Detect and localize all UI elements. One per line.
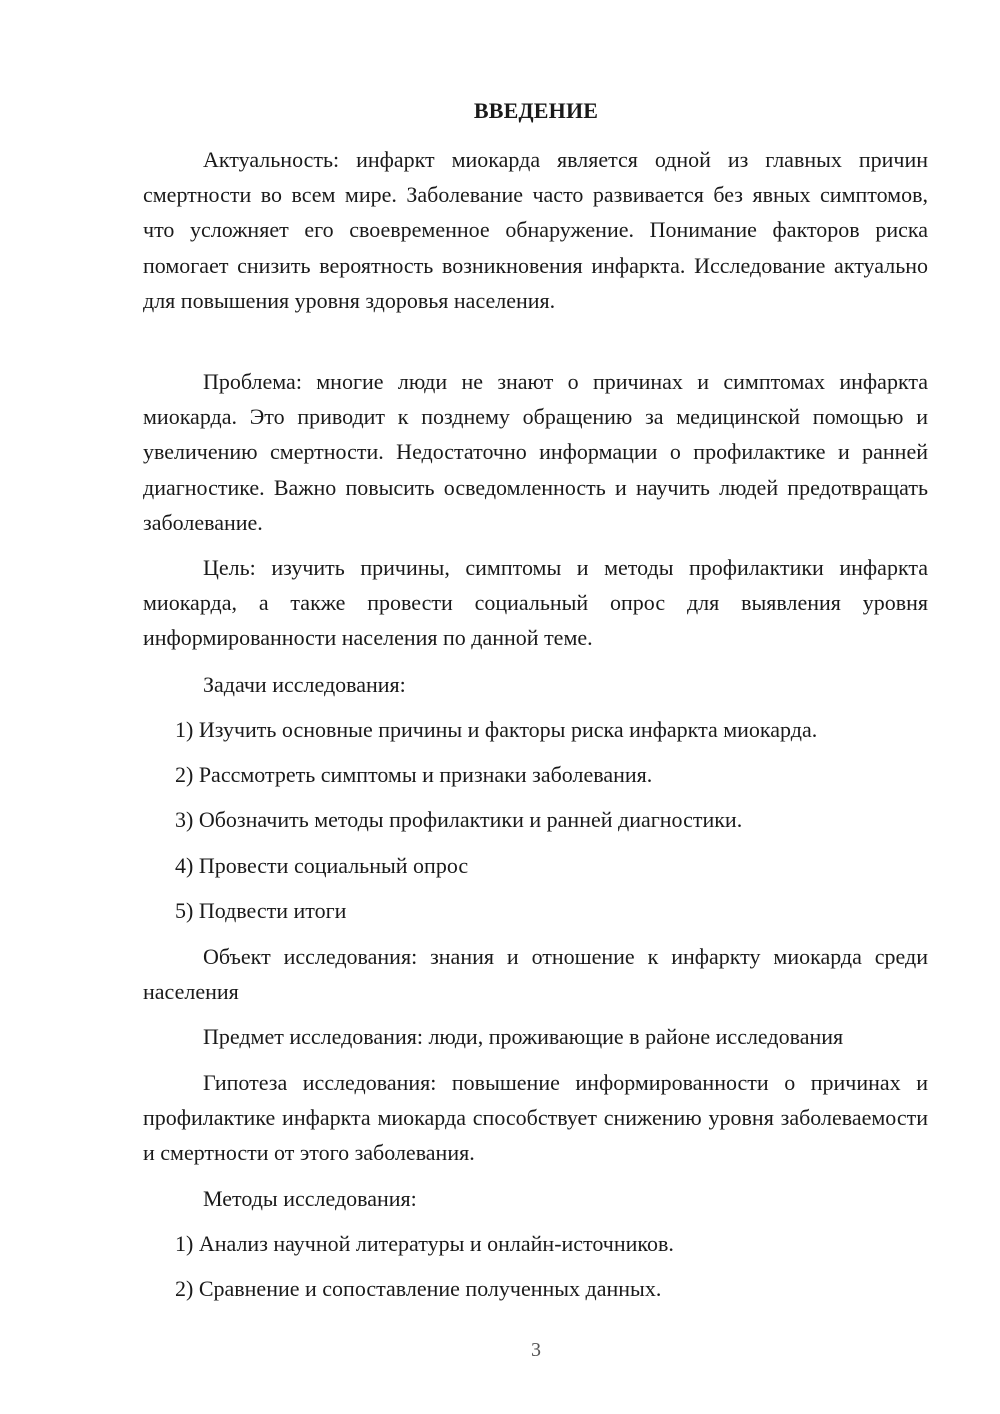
hypothesis-block <box>143 1065 928 1171</box>
relevance-paragraph: Актуальность: инфаркт миокарда является одной из главных причин смертности во всем мире. Заболевание часто развивается без явных симптомов, что усложняет его своевременное обнаружение. Понимание факторов риска помогает снизить вероятность возникновения инфаркта. Исследование актуально для повышения уровня здоровья населения. <box>143 147 928 313</box>
list-item: 1) Анализ научной литературы и онлайн-источников. <box>175 1231 674 1256</box>
list-item: 5) Подвести итоги <box>175 898 347 923</box>
subject-paragraph: Предмет исследования: люди, проживающие в районе исследования <box>203 1024 844 1049</box>
list-item: 4) Провести социальный опрос <box>175 853 469 878</box>
problem-paragraph: Проблема: многие люди не знают о причинах и симптомах инфаркта миокарда. Это приводит к позднему обращению за медицинской помощью и увеличению смертности. Недостаточно информации о профилактике и ранней диагностике. Важно повысить осведомленность и научить людей предотвращать заболевание. <box>143 369 928 535</box>
methods-list <box>143 1226 928 1261</box>
tasks-list-3 <box>143 802 928 837</box>
goal-paragraph: Цель: изучить причины, симптомы и методы профилактики инфаркта миокарда, а также провести социальный опрос для выявления уровня информированности населения по данной теме. <box>143 555 928 651</box>
goal-block <box>143 550 928 656</box>
object-paragraph: Объект исследования: знания и отношение к инфаркту миокарда среди населения <box>143 944 928 1005</box>
methods-title: Методы исследования: <box>203 1186 417 1211</box>
tasks-list-5 <box>143 893 928 928</box>
methods-title-block <box>143 1181 928 1216</box>
tasks-title: Задачи исследования: <box>203 672 406 697</box>
methods-list-2 <box>143 1271 928 1306</box>
object-block <box>143 939 928 1009</box>
hypothesis-paragraph: Гипотеза исследования: повышение информированности о причинах и профилактике инфаркта миокарда способствует снижению уровня заболеваемости и смертности от этого заболевания. <box>143 1070 928 1166</box>
list-item: 2) Сравнение и сопоставление полученных данных. <box>175 1276 662 1301</box>
problem-block <box>143 364 928 540</box>
list-item: 2) Рассмотреть симптомы и признаки заболевания. <box>175 762 653 787</box>
list-item: 3) Обозначить методы профилактики и ранней диагностики. <box>175 807 743 832</box>
list-item: 1) Изучить основные причины и факторы риска инфаркта миокарда. <box>175 717 818 742</box>
tasks-list <box>143 712 928 747</box>
tasks-list-4 <box>143 848 928 883</box>
page-number: 3 <box>531 1339 541 1361</box>
tasks-title-block <box>143 667 928 702</box>
tasks-list-2 <box>143 757 928 792</box>
section-heading: ВВЕДЕНИЕ <box>473 98 599 123</box>
relevance-block <box>143 142 928 318</box>
subject-block <box>143 1019 928 1054</box>
